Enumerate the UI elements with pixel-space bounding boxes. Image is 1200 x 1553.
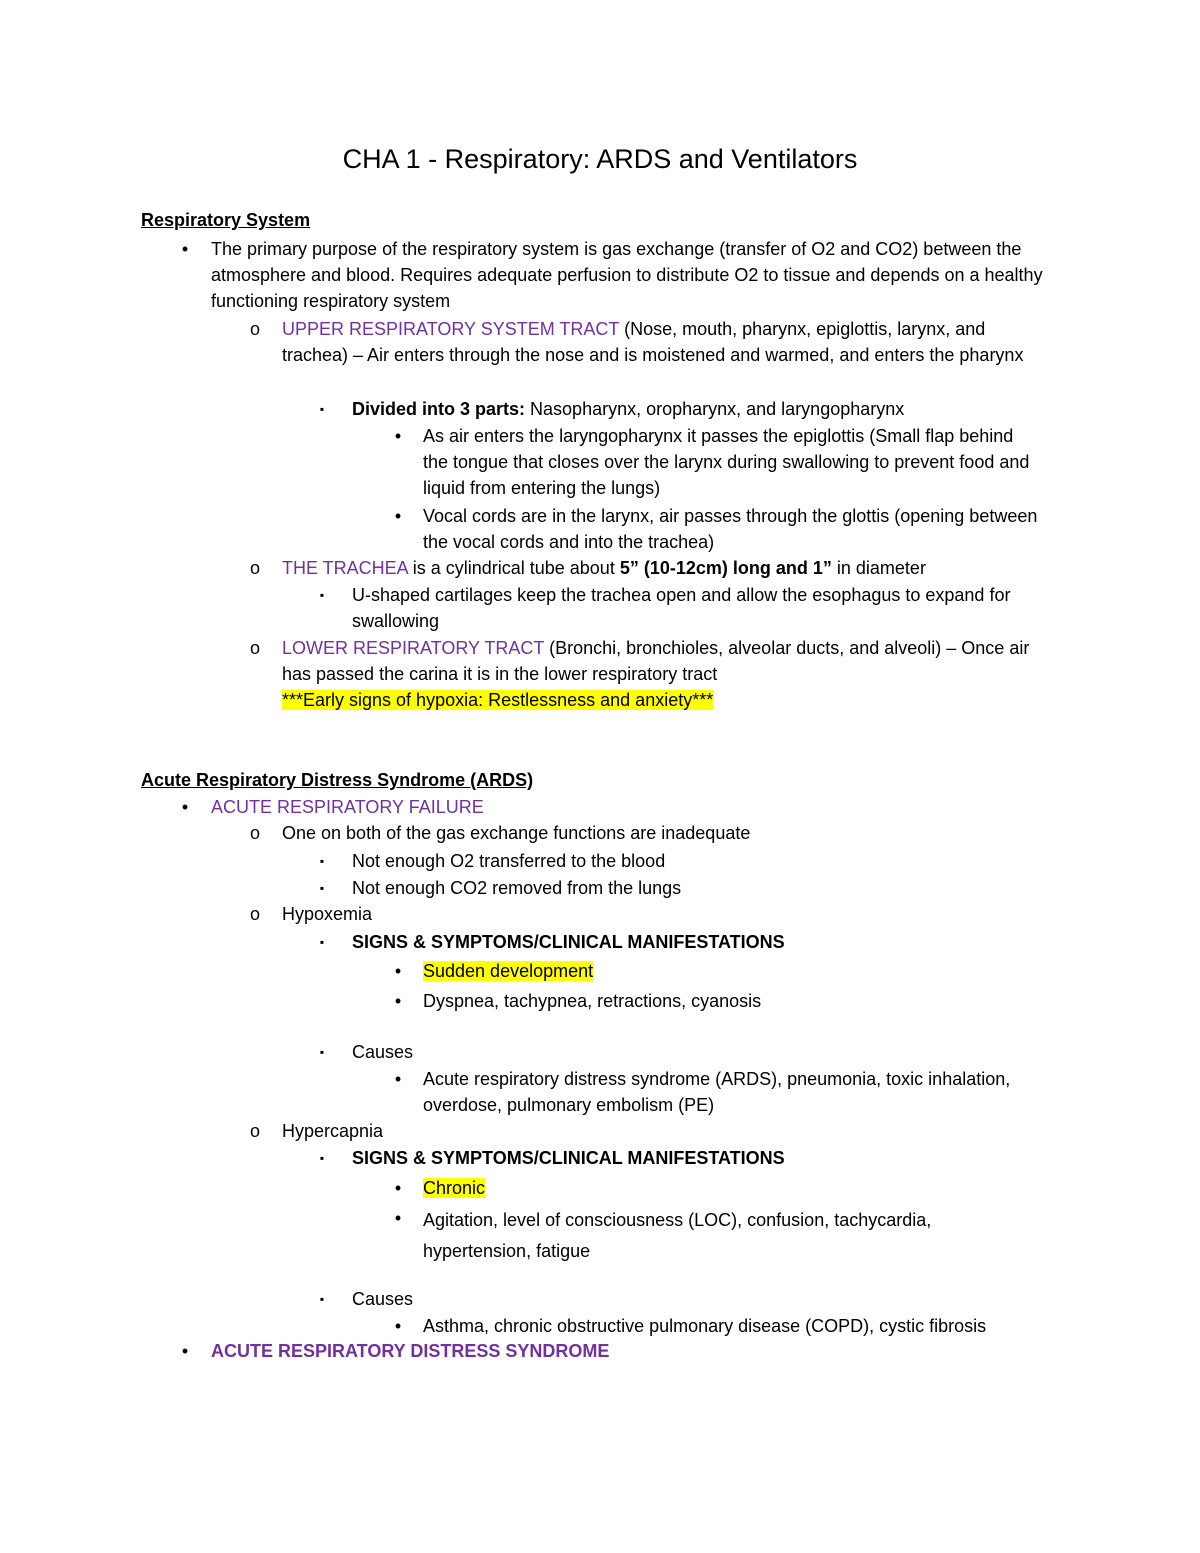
causes2-text: Asthma, chronic obstructive pulmonary disease (COPD), cystic fibrosis xyxy=(423,1316,987,1336)
gas-exchange-text: One on both of the gas exchange functions are inadequate xyxy=(282,823,751,843)
bullet-square xyxy=(312,1286,332,1312)
trachea-item xyxy=(282,555,1052,581)
bullet-circle xyxy=(245,820,265,846)
bullet-dot xyxy=(388,1066,408,1092)
bullet-dot xyxy=(175,236,195,262)
bullet-square xyxy=(312,396,332,422)
ards-label: ACUTE RESPIRATORY DISTRESS SYNDROME xyxy=(211,1341,610,1361)
hypercapnia-text: Hypercapnia xyxy=(282,1121,384,1141)
lower-tract-text: (Bronchi, bronchioles, alveolar ducts, and alveoli) – Once air has passed the carina it is in the lower respiratory tract xyxy=(282,638,1030,684)
bullet-circle xyxy=(245,1118,265,1144)
sx1-list: Dyspnea, tachypnea, retractions, cyanosis xyxy=(423,991,762,1011)
divided-text: Nasopharynx, oropharynx, and laryngopharynx xyxy=(525,399,905,419)
epiglottis-text: As air enters the laryngopharynx it passes the epiglottis (Small flap behind the tongue that closes over the larynx during swallowing to prevent food and liquid from entering the lungs) xyxy=(423,426,1030,498)
divided-item xyxy=(352,396,1052,422)
hypoxia-note: ***Early signs of hypoxia: Restlessness and anxiety*** xyxy=(282,690,714,710)
page-title: CHA 1 - Respiratory: ARDS and Ventilators xyxy=(342,144,858,174)
trachea-label: THE TRACHEA xyxy=(282,558,408,578)
causes2-label: Causes xyxy=(352,1289,414,1309)
bullet-circle xyxy=(245,901,265,927)
lower-tract-item xyxy=(282,635,1052,713)
sx1-label: SIGNS & SYMPTOMS/CLINICAL MANIFESTATIONS xyxy=(352,932,785,952)
sx2-label: SIGNS & SYMPTOMS/CLINICAL MANIFESTATIONS xyxy=(352,1148,785,1168)
causes1-label: Causes xyxy=(352,1042,414,1062)
chronic-text: Chronic xyxy=(423,1178,486,1198)
bullet-square xyxy=(312,1145,332,1171)
divided-label: Divided into 3 parts: xyxy=(352,399,526,419)
bullet-dot xyxy=(388,988,408,1014)
bullet-square xyxy=(312,848,332,874)
sx2-list: Agitation, level of consciousness (LOC), confusion, tachycardia, hypertension, fatigue xyxy=(423,1210,932,1261)
bullet-dot xyxy=(388,1313,408,1339)
upper-tract-item xyxy=(282,316,1052,368)
cartilage-text: U-shaped cartilages keep the trachea open and allow the esophagus to expand for swallowing xyxy=(352,585,1011,631)
vocal-cords-text: Vocal cords are in the larynx, air passes through the glottis (opening between the vocal cords and into the trachea) xyxy=(423,506,1038,552)
trachea-end: in diameter xyxy=(831,558,926,578)
bullet-square xyxy=(312,875,332,901)
trachea-measure: 5” (10-12cm) long and 1” xyxy=(619,558,832,578)
causes1-text: Acute respiratory distress syndrome (ARDS), pneumonia, toxic inhalation, overdose, pulmonary embolism (PE) xyxy=(423,1069,1011,1115)
bullet-circle xyxy=(245,635,265,661)
section-heading-ards: Acute Respiratory Distress Syndrome (ARDS) xyxy=(141,770,534,790)
bullet-dot xyxy=(388,503,408,529)
bullet-circle xyxy=(245,316,265,342)
lower-tract-label: LOWER RESPIRATORY TRACT xyxy=(282,638,545,658)
arf-label: ACUTE RESPIRATORY FAILURE xyxy=(211,797,484,817)
section-heading-respiratory-system: Respiratory System xyxy=(141,210,311,230)
co2-text: Not enough CO2 removed from the lungs xyxy=(352,878,682,898)
bullet-square xyxy=(312,929,332,955)
sudden-text: Sudden development xyxy=(423,961,594,981)
sudden-item xyxy=(423,958,1043,984)
intro-text: The primary purpose of the respiratory system is gas exchange (transfer of O2 and CO2) between the atmosphere and blood. Requires adequate perfusion to distribute O2 to tissue and depends on a healthy functioning respiratory system xyxy=(211,239,1043,311)
bullet-dot xyxy=(175,794,195,820)
trachea-text: is a cylindrical tube about xyxy=(407,558,620,578)
upper-tract-text: (Nose, mouth, pharynx, epiglottis, larynx, and trachea) – Air enters through the nose and is moistened and warmed, and enters the pharynx xyxy=(282,319,1024,365)
bullet-square xyxy=(312,1039,332,1065)
hypoxemia-text: Hypoxemia xyxy=(282,904,373,924)
chronic-item xyxy=(423,1175,1043,1201)
bullet-dot xyxy=(388,1175,408,1201)
bullet-dot xyxy=(388,423,408,449)
o2-text: Not enough O2 transferred to the blood xyxy=(352,851,666,871)
bullet-dot xyxy=(175,1338,195,1364)
upper-tract-label: UPPER RESPIRATORY SYSTEM TRACT xyxy=(282,319,620,339)
bullet-square xyxy=(312,582,332,608)
bullet-dot xyxy=(388,958,408,984)
bullet-circle xyxy=(245,555,265,581)
bullet-dot xyxy=(388,1205,408,1231)
